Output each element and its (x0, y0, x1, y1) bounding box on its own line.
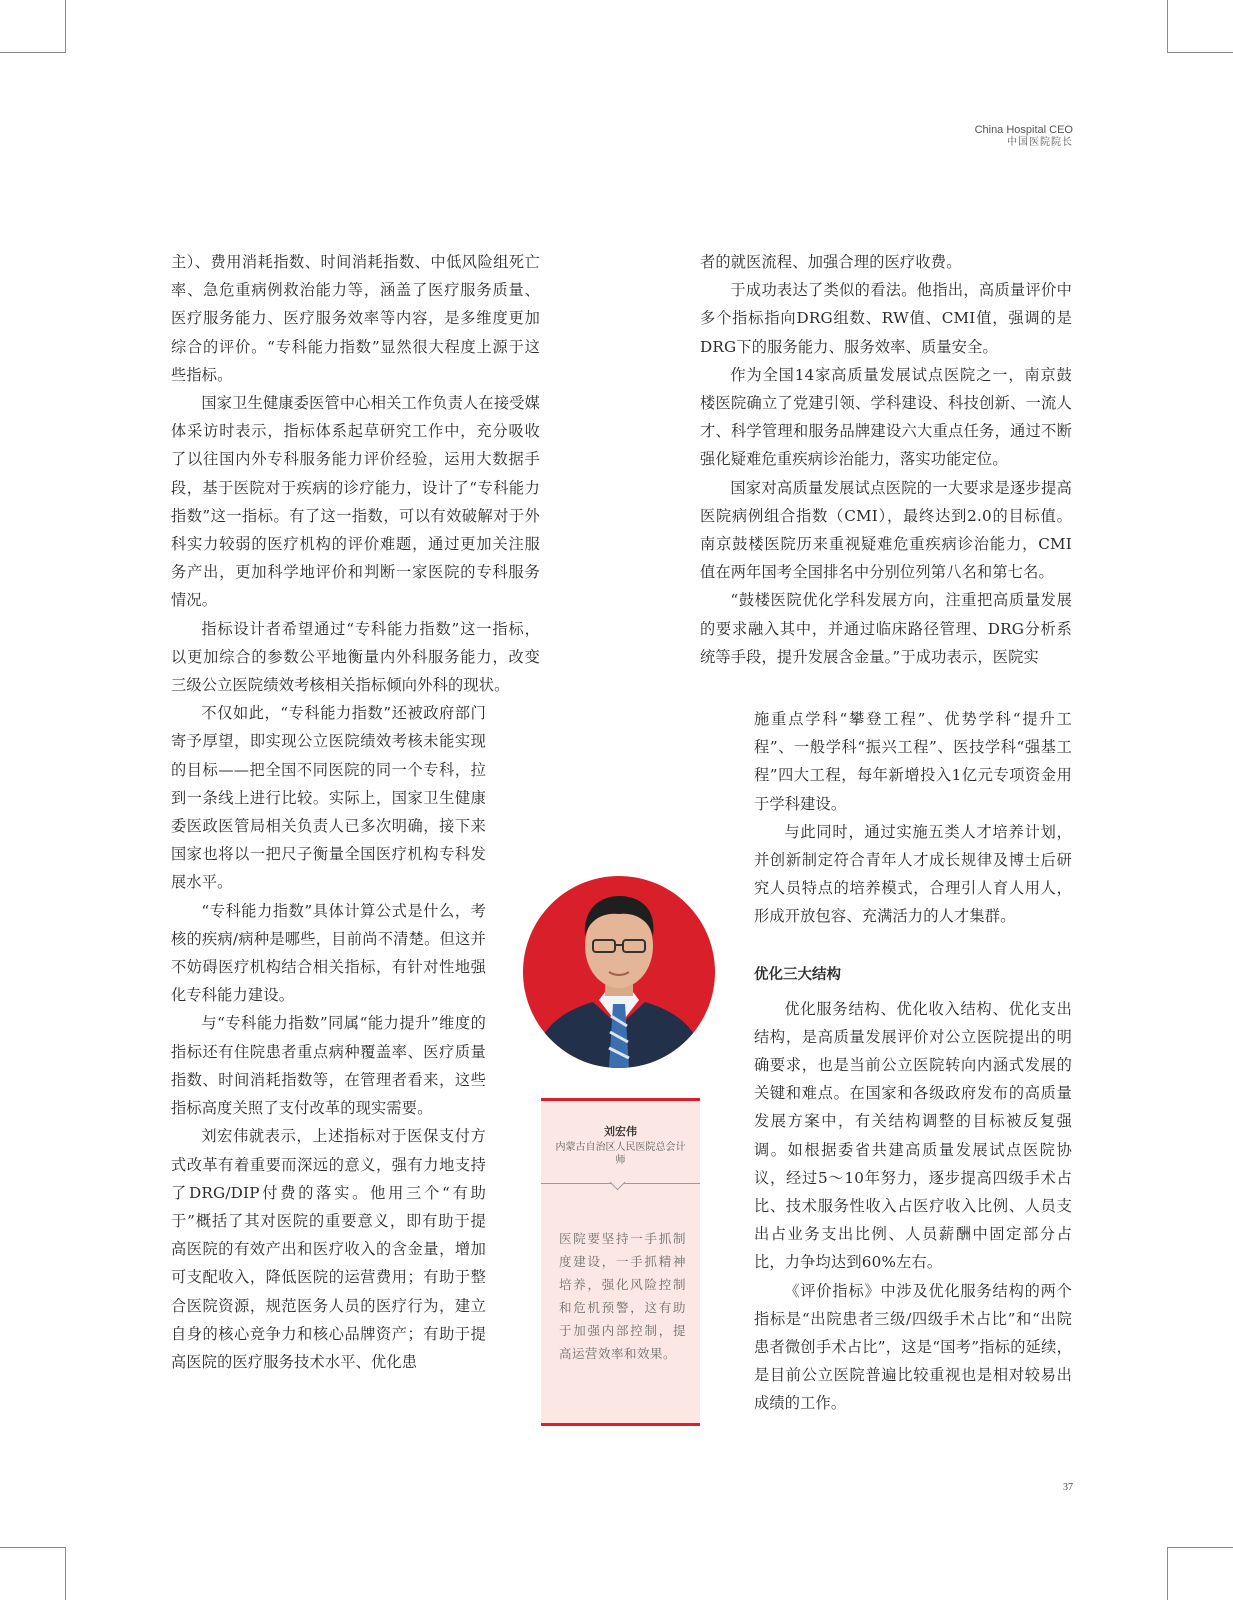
section-heading: 优化三大结构 (754, 966, 841, 983)
crop-mark (0, 52, 66, 53)
crop-mark (0, 1547, 66, 1548)
body-paragraph: 作为全国14家高质量发展试点医院之一，南京鼓楼医院确立了党建引领、学科建设、科技创新、一流人才、科学管理和服务品牌建设六大重点任务，通过不断强化疑难危重疾病诊治能力，落实功能定位。 (700, 365, 1072, 469)
crop-mark (1167, 1547, 1233, 1548)
left-narrow-text (171, 699, 486, 1376)
crop-mark (65, 1547, 66, 1600)
right-text-before-heading (754, 705, 1072, 931)
profile-quote: 医院要坚持一手抓制度建设，一手抓精神培养，强化风险控制和危机预警，这有助于加强内部控制，提高运营效率和效果。 (559, 1231, 686, 1361)
profile-name: 刘宏伟 (604, 1125, 637, 1138)
body-paragraph: 不仅如此，“专科能力指数”还被政府部门寄予厚望，即实现公立医院绩效考核未能实现的目标——把全国不同医院的同一个专科，拉到一条线上进行比较。实际上，国家卫生健康委医政医管局相关负责人已多次明确，接下来国家也将以一把尺子衡量全国医疗机构专科发展水平。 (171, 704, 486, 892)
body-paragraph: 施重点学科“攀登工程”、优势学科“提升工程”、一般学科“振兴工程”、医技学科“强基工程”四大工程，每年新增投入1亿元专项资金用于学科建设。 (754, 710, 1072, 813)
crop-mark (1167, 0, 1168, 53)
body-paragraph: 优化服务结构、优化收入结构、优化支出结构，是高质量发展评价对公立医院提出的明确要求，也是当前公立医院转向内涵式发展的关键和难点。在国家和各级政府发布的高质量发展方案中，有关结构调整的目标被反复强调。如根据委省共建高质量发展试点医院协议，经过5～10年努力，逐步提高四级手术占比、技术服务性收入占医疗收入比例、人员支出占业务支出比例、人员薪酬中固定部分占比，力争均达到60%左右。 (754, 999, 1072, 1272)
right-column-bottom (754, 705, 1072, 1418)
page-number: 37 (1063, 1482, 1073, 1493)
body-paragraph: 与“专科能力指数”同属“能力提升”维度的指标还有住院患者重点病种覆盖率、医疗质量指数、时间消耗指数等，在管理者看来，这些指标高度关照了支付改革的现实需要。 (171, 1014, 486, 1118)
crop-mark (65, 0, 66, 53)
body-paragraph: 《评价指标》中涉及优化服务结构的两个指标是“出院患者三级/四级手术占比”和“出院患者微创手术占比”，这是“国考”指标的延续，是目前公立医院普遍比较重视也是相对较易出成绩的工作。 (754, 1281, 1072, 1413)
masthead-chinese: 中国医院院长 (1007, 137, 1073, 148)
body-paragraph: 刘宏伟就表示，上述指标对于医保支付方式改革有着重要而深远的意义，强有力地支持了DRG/DIP付费的落实。他用三个“有助于”概括了其对医院的重要意义，即有助于提高医院的有效产出和医疗收入的含金量，增加可支配收入，降低医院的运营费用；有助于整合医院资源，规范医务人员的医疗行为，建立自身的核心竞争力和核心品牌资产；有助于提高医院的医疗服务技术水平、优化患 (171, 1127, 486, 1371)
left-wide-text (171, 248, 540, 699)
crop-mark (1167, 1547, 1168, 1600)
masthead-english: China Hospital CEO (974, 124, 1073, 136)
left-column (171, 248, 540, 1376)
body-paragraph: “鼓楼医院优化学科发展方向，注重把高质量发展的要求融入其中，并通过临床路径管理、DRG分析系统等手段，提升发展含金量。”于成功表示，医院实 (700, 591, 1072, 666)
body-paragraph: 主）、费用消耗指数、时间消耗指数、中低风险组死亡率、急危重病例救治能力等，涵盖了医疗服务质量、医疗服务能力、医疗服务效率等内容，是多维度更加综合的评价。“专科能力指数”显然很大程度上源于这些指标。 (171, 253, 540, 384)
body-paragraph: 国家卫生健康委医管中心相关工作负责人在接受媒体采访时表示，指标体系起草研究工作中，充分吸收了以往国内外专科服务能力评价经验，运用大数据手段，基于医院对于疾病的诊疗能力，设计了“专科能力指数”这一指标。有了这一指数，可以有效破解对于外科实力较弱的医疗机构的评价难题，通过更加关注服务产出，更加科学地评价和判断一家医院的专科服务情况。 (171, 394, 540, 610)
profile-title: 内蒙古自治区人民医院总会计师 (555, 1142, 686, 1166)
body-paragraph: 于成功表达了类似的看法。他指出，高质量评价中多个指标指向DRG组数、RW值、CMI值，强调的是DRG下的服务能力、服务效率、质量安全。 (700, 281, 1072, 356)
right-column-top (700, 248, 1072, 671)
body-paragraph: “专科能力指数”具体计算公式是什么，考核的疾病/病种是哪些，目前尚不清楚。但这并不妨碍医疗机构结合相关指标，有针对性地强化专科能力建设。 (171, 901, 486, 1005)
body-paragraph: 与此同时，通过实施五类人才培养计划，并创新制定符合青年人才成长规律及博士后研究人员特点的培养模式，合理引人育人用人，形成开放包容、充满活力的人才集群。 (754, 822, 1072, 926)
crop-mark (1167, 52, 1233, 53)
profile-notch (610, 1175, 626, 1191)
portrait-photo (523, 876, 715, 1068)
body-paragraph: 指标设计者希望通过“专科能力指数”这一指标，以更加综合的参数公平地衡量内外科服务能力，改变三级公立医院绩效考核相关指标倾向外科的现状。 (171, 619, 540, 695)
profile-card (541, 1098, 700, 1426)
masthead (975, 124, 1073, 149)
portrait-illustration (523, 876, 715, 1068)
right-text-after-heading (754, 995, 1072, 1418)
body-paragraph: 国家对高质量发展试点医院的一大要求是逐步提高医院病例组合指数（CMI），最终达到2.0的目标值。南京鼓楼医院历来重视疑难危重疾病诊治能力，CMI值在两年国考全国排名中分别位列第八名和第七名。 (700, 478, 1072, 582)
body-paragraph: 者的就医流程、加强合理的医疗收费。 (700, 253, 962, 271)
